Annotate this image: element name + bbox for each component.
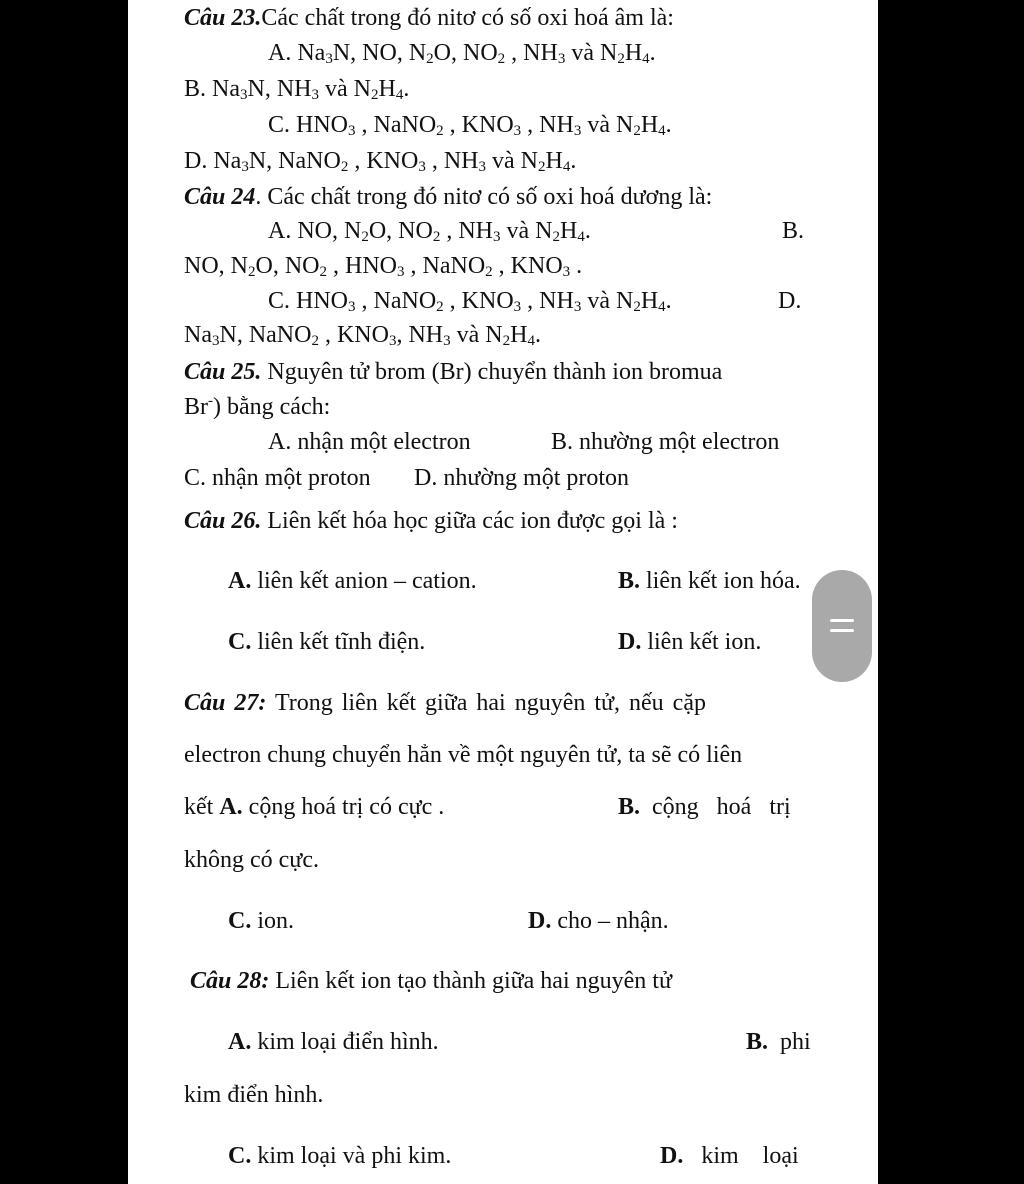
q25-option-c: C. nhận một proton: [184, 465, 371, 491]
q24-option-d: $Na_3N$, NaNO$_2$ , $KNO_3$, $NH_3$ và $N_2H_4$.: [184, 322, 541, 349]
q24-option-b-letter: B.: [782, 218, 805, 244]
q28-option-b-cont: kim điển hình.: [184, 1082, 324, 1108]
q27-option-c: C. ion.: [228, 908, 295, 934]
q23-option-c: C. $HNO_3$ , NaNO$_2$ , $KNO_3$ , $NH_3$ và $N_2H_4$.: [268, 112, 672, 139]
q25-option-b: B. nhường một electron: [551, 429, 780, 455]
q25-stem: Câu 25. Nguyên tử brom (Br) chuyển thành ion bromua: [184, 359, 723, 385]
q26-option-a: A. liên kết anion – cation.: [228, 568, 477, 594]
q23-stem: Câu 23.Các chất trong đó nitơ có số oxi hoá âm là:: [184, 5, 674, 31]
q24-option-b: NO, $N_2O$, $NO_2$ , $HNO_3$ , NaNO$_2$ , $KNO_3$ .: [184, 253, 583, 280]
q28-option-d: D. kim loại: [660, 1143, 799, 1169]
grip-line-icon: [830, 619, 854, 622]
q24-option-d-letter: D.: [778, 288, 802, 314]
q23-option-b: B. $Na_3N$, $NH_3$ và $N_2H_4$.: [184, 76, 410, 103]
q24-option-a: A. NO, $N_2O$, $NO_2$ , $NH_3$ và $N_2H_4$.: [268, 218, 591, 245]
q24-stem: Câu 24. Các chất trong đó nitơ có số oxi hoá dương là:: [184, 184, 713, 210]
q27-stem-line2: electron chung chuyển hẳn về một nguyên tử, ta sẽ có liên: [184, 742, 743, 768]
q26-stem: Câu 26. Liên kết hóa học giữa các ion được gọi là :: [184, 508, 678, 534]
q25-option-a: A. nhận một electron: [268, 429, 471, 455]
scroll-handle[interactable]: [812, 570, 872, 682]
q28-option-b: B. phi: [746, 1029, 811, 1055]
q25-stem-cont: Br-) bằng cách:: [184, 393, 331, 420]
q26-option-d: D. liên kết ion.: [618, 629, 762, 655]
q24-option-c: C. $HNO_3$ , NaNO$_2$ , $KNO_3$ , $NH_3$ và $N_2H_4$.: [268, 288, 672, 315]
q27-option-a: kết A. cộng hoá trị có cực .: [184, 794, 445, 820]
q28-stem: Câu 28: Liên kết ion tạo thành giữa hai nguyên tử: [190, 968, 672, 994]
q26-option-b: B. liên kết ion hóa.: [618, 568, 801, 594]
q28-option-c: C. kim loại và phi kim.: [228, 1143, 452, 1169]
q23-option-d: D. $Na_3N$, NaNO$_2$ , $KNO_3$ , $NH_3$ và $N_2H_4$.: [184, 148, 577, 175]
q23-option-a: A. $Na_3N$, NO, $N_2O$, $NO_2$ , $NH_3$ và $N_2H_4$.: [268, 40, 656, 67]
q27-option-b-cont: không có cực.: [184, 847, 319, 873]
q27-option-d: D. cho – nhận.: [528, 908, 669, 934]
grip-line-icon: [830, 629, 854, 632]
q26-option-c: C. liên kết tĩnh điện.: [228, 629, 426, 655]
q27-option-b: B. cộng hoá trị: [618, 794, 791, 820]
q27-stem: Câu 27: Trong liên kết giữa hai nguyên tử, nếu cặp: [184, 690, 706, 716]
q28-option-a: A. kim loại điển hình.: [228, 1029, 439, 1055]
q25-option-d: D. nhường một proton: [414, 465, 630, 491]
